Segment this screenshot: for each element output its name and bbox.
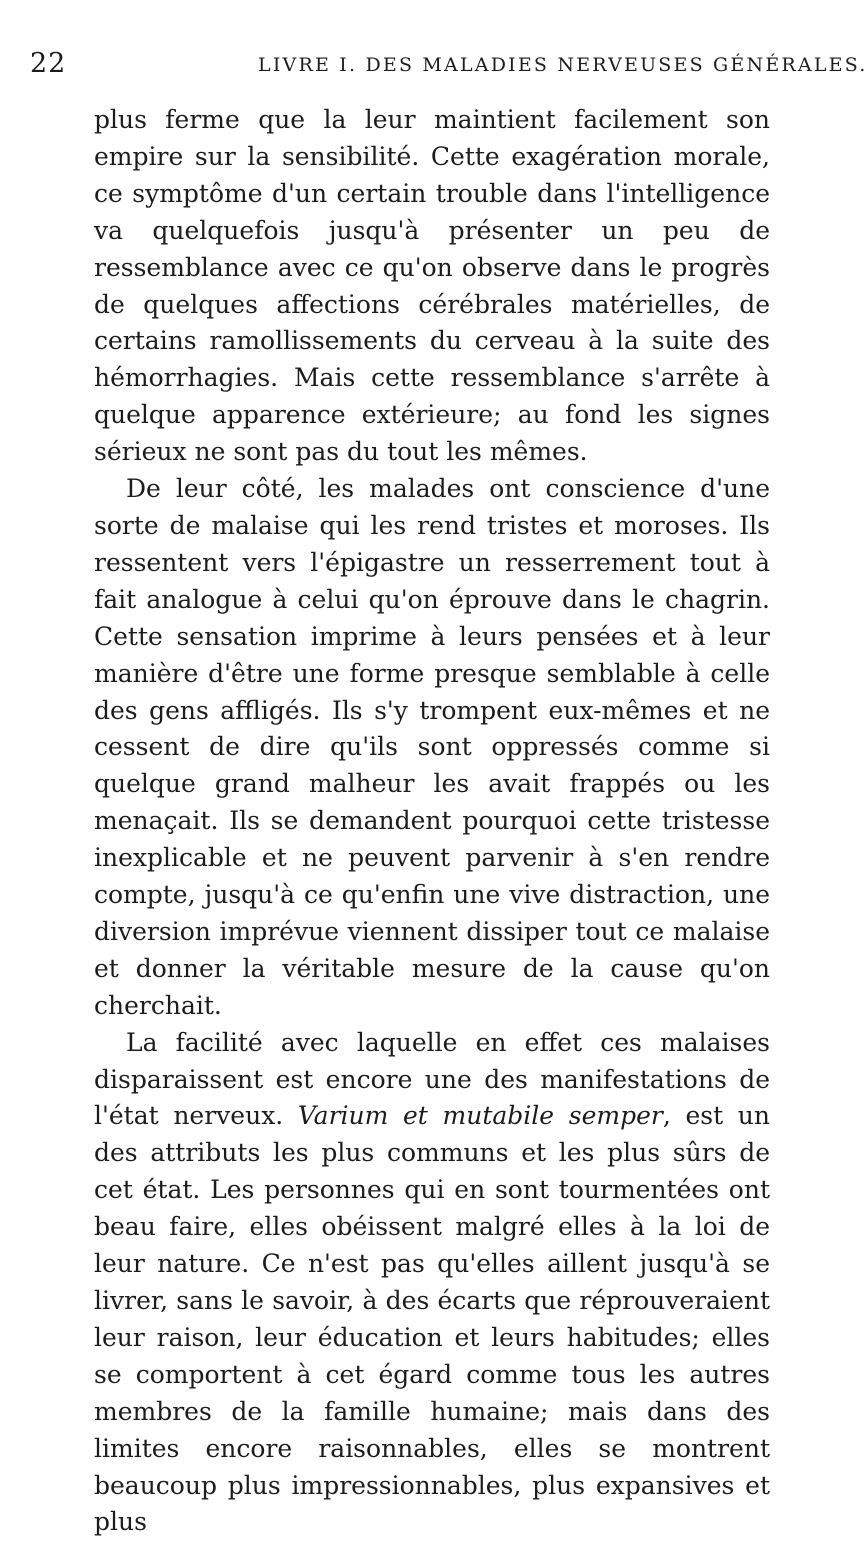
running-head: LIVRE I. DES MALADIES NERVEUSES GÉNÉRALES. xyxy=(258,54,867,76)
paragraph-2: De leur côté, les malades ont conscience d'une sorte de malaise qui les rend tristes et moroses. Ils ressentent vers l'épigastre un resserrement tout à fait analogue à celui qu'on éprouve dans le chagrin. Cette sensation imprime à leurs pensées et à leur manière d'être une forme presque semblable à celle des gens affligés. Ils s'y trompent eux-mêmes et ne cessent de dire qu'ils sont oppressés comme si quelque grand malheur les avait frappés ou les menaçait. Ils se demandent pourquoi cette tristesse inexplicable et ne peuvent parvenir à s'en rendre compte, jusqu'à ce qu'enfin une vive distraction, une diversion imprévue viennent dissiper tout ce malaise et donner la véritable mesure de la cause qu'on cherchait. xyxy=(94,474,770,1020)
paragraph-3-end: , est un des attributs les plus communs et les plus sûrs de cet état. Les personnes qui en sont tourmentées ont beau faire, elles obéissent malgré elles à la loi de leur nature. Ce n'est pas qu'elles aillent jusqu'à se livrer, sans le savoir, à des écarts que réprouveraient leur raison, leur éducation et leurs habitudes; elles se comportent à cet égard comme tous les autres membres de la famille humaine; mais dans des limites encore raisonnables, elles se montrent beaucoup plus impressionnables, plus expansives et plus xyxy=(94,1101,770,1537)
paragraph-3 xyxy=(94,1025,770,1541)
page-header xyxy=(30,48,867,84)
latin-quote: Varium et mutabile semper xyxy=(297,1101,663,1131)
page-number: 22 xyxy=(30,48,67,79)
paragraph-1: plus ferme que la leur maintient facilement son empire sur la sensibilité. Cette exagération morale, ce symptôme d'un certain trouble dans l'intelligence va quelquefois jusqu'à présenter un peu de ressemblance avec ce qu'on observe dans le progrès de quelques affections cérébrales matérielles, de certains ramollissements du cerveau à la suite des hémorrhagies. Mais cette ressemblance s'arrête à quelque apparence extérieure; au fond les signes sérieux ne sont pas du tout les mêmes. xyxy=(94,105,770,467)
body-text xyxy=(94,102,770,1541)
paragraph-3-start: La facilité avec laquelle en effet ces malaises disparaissent est encore une des manifestations de l'état nerveux. xyxy=(94,1027,770,1131)
